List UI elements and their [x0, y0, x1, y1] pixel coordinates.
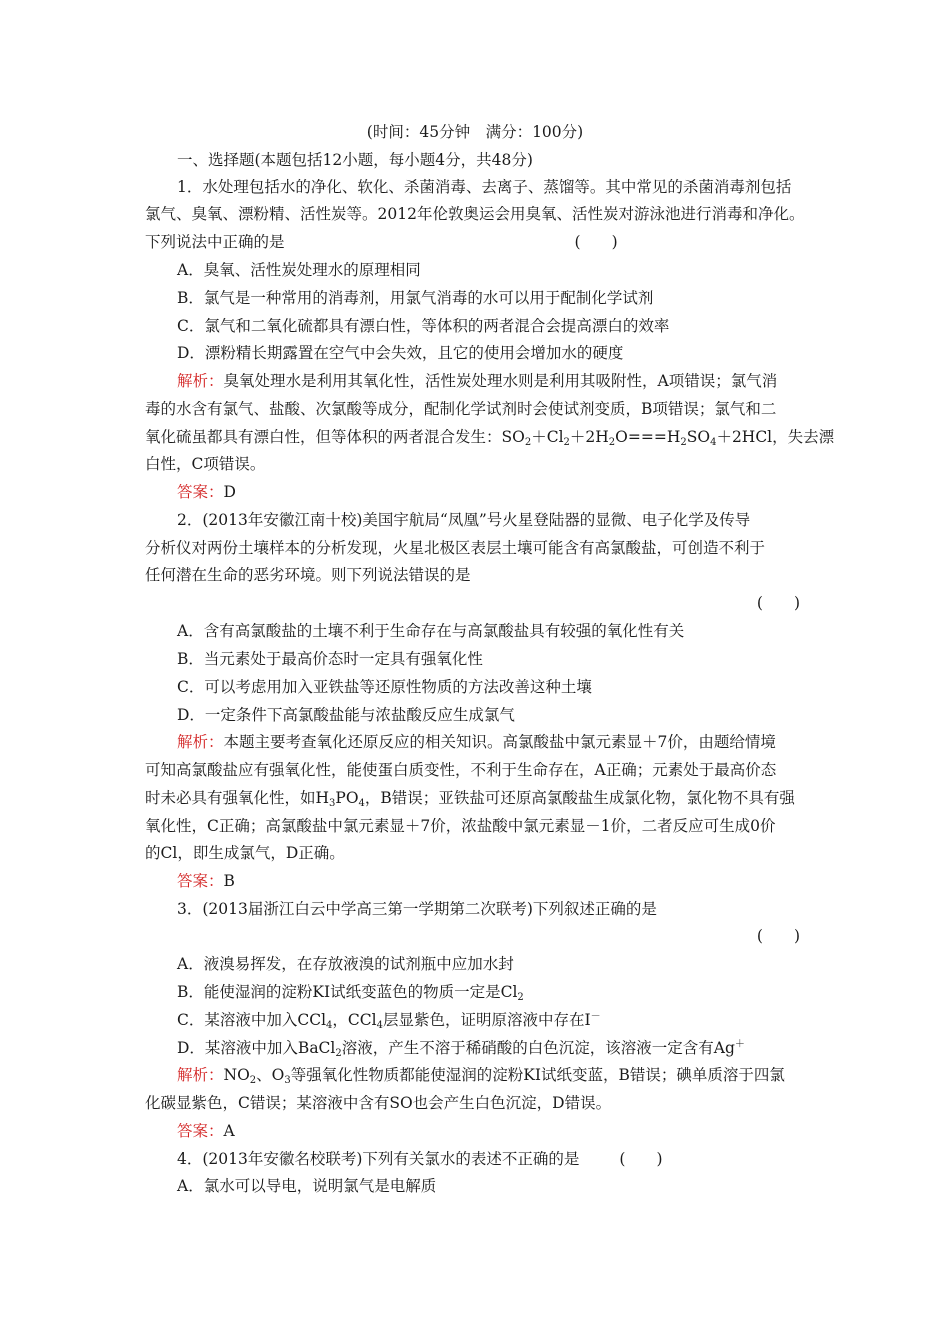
- q2-an3b: PO: [335, 789, 359, 807]
- q4-stem-line1: [177, 1149, 857, 1169]
- sub-3: 3: [329, 798, 336, 809]
- q3-optC-b: ，CCl: [332, 1011, 377, 1029]
- sub-4: 4: [358, 798, 365, 809]
- q1-analysis-label: 解析：: [177, 372, 224, 390]
- section-title: 一、选择题(本题包括12小题，每小题4分，共48分): [177, 151, 533, 169]
- q1-option-b: B．氯气是一种常用的消毒剂，用氯气消毒的水可以用于配制化学试剂: [177, 289, 654, 307]
- q2-analysis-line1: [177, 732, 857, 752]
- sub-2: 2: [249, 1075, 257, 1086]
- q2-option-a: A．含有高氯酸盐的土壤不利于生命存在与高氯酸盐具有较强的氧化性有关: [177, 622, 685, 640]
- q2-option-d: D．一定条件下高氯酸盐能与浓盐酸反应生成氯气: [177, 706, 515, 724]
- q1-analysis-line4: 白性，C项错误。: [145, 455, 266, 473]
- q3-optB-text: B．能使湿润的淀粉KI试纸变蓝色的物质一定是Cl: [177, 983, 518, 1001]
- sub-3: 3: [284, 1075, 291, 1086]
- q1-option-a: A．臭氧、活性炭处理水的原理相同: [177, 261, 421, 279]
- q1-stem-text: 下列说法中正确的是: [145, 233, 285, 251]
- sub-2: 2: [524, 437, 532, 448]
- q4-answer-bracket: ( ): [619, 1150, 663, 1168]
- q1-option-d: D．漂粉精长期露置在空气中会失效，且它的使用会增加水的硬度: [177, 344, 624, 362]
- q3-option-d: [177, 1038, 857, 1058]
- q3-optD-sup: ＋: [734, 1039, 745, 1050]
- q1-an3e: SO: [686, 428, 711, 446]
- sub-4: 4: [326, 1020, 333, 1031]
- q1-an3d: O===H: [615, 428, 681, 446]
- q1-analysis-line1: [177, 371, 857, 391]
- q3-an1a: NO: [223, 1066, 250, 1084]
- q3-an1b: 、O: [256, 1066, 285, 1084]
- q2-analysis-line4: 氧化性，C正确；高氯酸盐中氯元素显＋7价，浓盐酸中氯元素显－1价，二者反应可生成0价: [145, 817, 776, 835]
- q1-answer-bracket: ( ): [574, 233, 618, 251]
- q1-stem-line1: 1．水处理包括水的净化、软化、杀菌消毒、去离子、蒸馏等。其中常见的杀菌消毒剂包括: [177, 178, 792, 196]
- sub-4: 4: [376, 1020, 383, 1031]
- q1-analysis-line2: 毒的水含有氯气、盐酸、次氯酸等成分，配制化学试剂时会使试剂变质，B项错误；氯气和二: [145, 400, 777, 418]
- q3-optD-b: 溶液，产生不溶于稀硝酸的白色沉淀，该溶液一定含有Ag: [341, 1039, 735, 1057]
- q2-an3c: ，B错误；亚铁盐可还原高氯酸盐生成氯化物，氯化物不具有强: [364, 789, 795, 807]
- q2-answer-line: [177, 871, 857, 891]
- q2-answer-value: B: [223, 872, 235, 890]
- q2-analysis-line2: 可知高氯酸盐应有强氧化性，能使蛋白质变性，不利于生命存在，A正确；元素处于最高价态: [145, 761, 777, 779]
- sub-2: 2: [608, 437, 616, 448]
- q3-analysis-line2: 化碳显紫色，C错误；某溶液中含有SO也会产生白色沉淀，D错误。: [145, 1094, 612, 1112]
- q1-an3c: ＋2H: [569, 428, 609, 446]
- q3-answer-label: 答案：: [177, 1122, 224, 1140]
- q2-an3a: 时未必具有强氧化性，如H: [145, 789, 330, 807]
- time-limit: (时间：45分钟 满分：100分): [366, 123, 584, 141]
- q2-option-c: C．可以考虑用加入亚铁盐等还原性物质的方法改善这种土壤: [177, 678, 592, 696]
- q3-option-c: [177, 1010, 857, 1030]
- q4-option-a: A．氯水可以导电，说明氯气是电解质: [177, 1177, 437, 1195]
- q3-option-a: A．液溴易挥发，在存放液溴的试剂瓶中应加水封: [177, 955, 514, 973]
- q2-stem-line1: 2．(2013年安徽江南十校)美国宇航局“凤凰”号火星登陆器的显微、电子化学及传导: [177, 511, 751, 529]
- q1-answer-line: [177, 482, 857, 502]
- q3-answer-line: [177, 1121, 857, 1141]
- q1-stem-line3: [145, 232, 825, 252]
- q2-option-b: B．当元素处于最高价态时一定具有强氧化性: [177, 650, 483, 668]
- q3-optC-sup: －: [590, 1011, 601, 1022]
- q1-stem-line2: 氯气、臭氧、漂粉精、活性炭等。2012年伦敦奥运会用臭氧、活性炭对游泳池进行消毒和净化。: [145, 205, 805, 223]
- q2-answer-bracket: ( ): [756, 594, 800, 612]
- sub-2: 2: [563, 437, 570, 448]
- sub-2: 2: [680, 437, 687, 448]
- sub-2: 2: [335, 1048, 342, 1059]
- q3-optC-c: 层显紫色，证明原溶液中存在I: [382, 1011, 591, 1029]
- q2-answer-label: 答案：: [177, 872, 224, 890]
- q3-answer-bracket: ( ): [756, 927, 800, 945]
- q3-answer-value: A: [223, 1122, 235, 1140]
- sub-4: 4: [710, 437, 717, 448]
- q3-analysis-label: 解析：: [177, 1066, 224, 1084]
- q3-an1c: 等强氧化性物质都能使湿润的淀粉KI试纸变蓝，B错误；碘单质溶于四氯: [290, 1066, 785, 1084]
- q2-analysis-line5: 的Cl，即生成氯气，D正确。: [145, 844, 345, 862]
- q2-analysis-label: 解析：: [177, 733, 224, 751]
- sub-2: 2: [517, 992, 524, 1003]
- q2-stem-line3: 任何潜在生命的恶劣环境。则下列说法错误的是: [145, 566, 471, 584]
- q4-stem-text: 4．(2013年安徽名校联考)下列有关氯水的表述不正确的是: [177, 1150, 580, 1168]
- q2-analysis-text: 本题主要考查氧化还原反应的相关知识。高氯酸盐中氯元素显＋7价，由题给情境: [223, 733, 776, 751]
- q1-an3a: 氧化硫虽都具有漂白性，但等体积的两者混合发生：SO: [145, 428, 525, 446]
- q3-optC-a: C．某溶液中加入CCl: [177, 1011, 327, 1029]
- q1-an3b: ＋Cl: [531, 428, 564, 446]
- q1-answer-value: D: [223, 483, 236, 501]
- q1-analysis-line3: [145, 427, 835, 448]
- q3-option-b: [177, 982, 857, 1002]
- q2-analysis-line3: [145, 788, 825, 808]
- q1-an3f: ＋2HCl，失去漂: [716, 428, 835, 446]
- q1-answer-label: 答案：: [177, 483, 224, 501]
- q3-analysis-line1: [177, 1065, 857, 1085]
- q1-option-c: C．氯气和二氧化硫都具有漂白性，等体积的两者混合会提高漂白的效率: [177, 317, 670, 335]
- q3-stem-line1: 3．(2013届浙江白云中学高三第一学期第二次联考)下列叙述正确的是: [177, 900, 657, 918]
- q2-stem-line2: 分析仪对两份土壤样本的分析发现，火星北极区表层土壤可能含有高氯酸盐，可创造不利于: [145, 539, 766, 557]
- q3-optD-a: D．某溶液中加入BaCl: [177, 1039, 336, 1057]
- q1-analysis-text: 臭氧处理水是利用其氧化性，活性炭处理水则是利用其吸附性，A项错误；氯气消: [223, 372, 778, 390]
